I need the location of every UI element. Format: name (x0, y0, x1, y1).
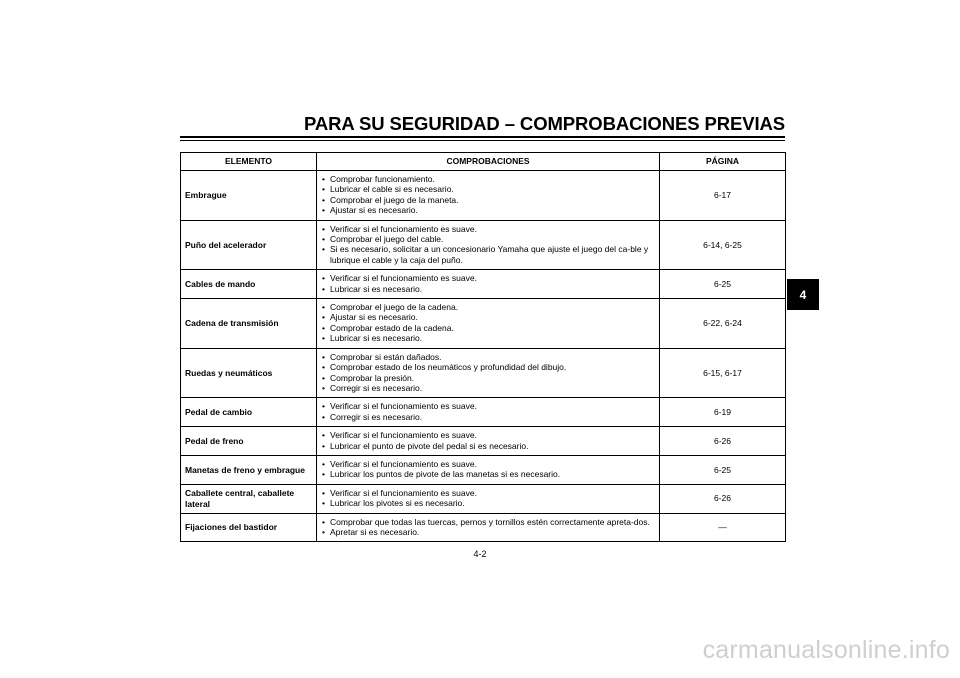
checks-table (180, 152, 786, 542)
element-cell: Cadena de transmisión (181, 299, 317, 349)
page-cell: 6-15, 6-17 (660, 348, 786, 398)
checks-list (322, 224, 655, 266)
element-cell: Pedal de cambio (181, 398, 317, 427)
checks-list (322, 517, 655, 538)
check-item: • Ajustar si es necesario. (322, 312, 655, 322)
checks-cell (317, 220, 660, 270)
check-item: • Lubricar el punto de pivote del pedal si es necesario. (322, 441, 655, 451)
table-header-row (181, 153, 786, 171)
element-cell: Puño del acelerador (181, 220, 317, 270)
page-cell: 6-26 (660, 427, 786, 456)
check-item: • Verificar si el funcionamiento es suave. (322, 224, 655, 234)
check-item: • Lubricar si es necesario. (322, 333, 655, 343)
checks-list (322, 302, 655, 344)
table-row (181, 220, 786, 270)
check-item: • Verificar si el funcionamiento es suave. (322, 459, 655, 469)
checks-cell (317, 484, 660, 513)
element-cell: Caballete central, caballete lateral (181, 484, 317, 513)
check-item: • Apretar si es necesario. (322, 527, 655, 537)
check-item: • Comprobar el juego del cable. (322, 234, 655, 244)
checks-cell (317, 171, 660, 221)
header-page: PÁGINA (660, 153, 786, 171)
check-item: • Lubricar el cable si es necesario. (322, 184, 655, 194)
watermark: carmanualsonline.info (702, 636, 950, 664)
element-cell: Ruedas y neumáticos (181, 348, 317, 398)
table-row (181, 398, 786, 427)
check-item: • Lubricar los puntos de pivote de las manetas si es necesario. (322, 469, 655, 479)
check-item: • Corregir si es necesario. (322, 383, 655, 393)
check-item: • Comprobar que todas las tuercas, pernos y tornillos estén correctamente apreta-dos. (322, 517, 655, 527)
check-item: • Comprobar el juego de la maneta. (322, 195, 655, 205)
page-title: PARA SU SEGURIDAD – COMPROBACIONES PREVIAS (304, 113, 785, 134)
section-tab: 4 (787, 279, 819, 310)
element-cell: Fijaciones del bastidor (181, 513, 317, 542)
check-item: • Lubricar si es necesario. (322, 284, 655, 294)
page-cell: 6-17 (660, 171, 786, 221)
checks-cell (317, 427, 660, 456)
check-item: • Verificar si el funcionamiento es suave. (322, 488, 655, 498)
check-item: • Verificar si el funcionamiento es suave. (322, 401, 655, 411)
page-cell: 6-22, 6-24 (660, 299, 786, 349)
check-item: • Comprobar estado de la cadena. (322, 323, 655, 333)
element-cell: Cables de mando (181, 270, 317, 299)
checks-list (322, 352, 655, 394)
checks-list (322, 401, 655, 422)
checks-list (322, 488, 655, 509)
table-row (181, 270, 786, 299)
title-rule-thin (180, 140, 785, 141)
checks-cell (317, 398, 660, 427)
checks-cell (317, 348, 660, 398)
checks-list (322, 430, 655, 451)
checks-cell (317, 455, 660, 484)
check-item: • Ajustar si es necesario. (322, 205, 655, 215)
check-item: • Comprobar funcionamiento. (322, 174, 655, 184)
page-cell: 6-19 (660, 398, 786, 427)
page-cell: 6-14, 6-25 (660, 220, 786, 270)
checks-cell (317, 299, 660, 349)
check-item: • Comprobar si están dañados. (322, 352, 655, 362)
check-item: • Si es necesario, solicitar a un concesionario Yamaha que ajuste el juego del ca-ble y lubrique el cable y la caja del puño. (322, 244, 655, 265)
table-row (181, 513, 786, 542)
check-item: • Comprobar estado de los neumáticos y profundidad del dibujo. (322, 362, 655, 372)
check-item: • Verificar si el funcionamiento es suave. (322, 273, 655, 283)
check-item: • Corregir si es necesario. (322, 412, 655, 422)
check-item: • Comprobar la presión. (322, 373, 655, 383)
header-checks: COMPROBACIONES (317, 153, 660, 171)
check-item: • Lubricar los pivotes si es necesario. (322, 498, 655, 508)
table-row (181, 427, 786, 456)
table-row (181, 484, 786, 513)
element-cell: Embrague (181, 171, 317, 221)
table-row (181, 299, 786, 349)
page-cell: — (660, 513, 786, 542)
checks-list (322, 273, 655, 294)
table-row (181, 348, 786, 398)
page-cell: 6-26 (660, 484, 786, 513)
table-row (181, 171, 786, 221)
check-item: • Verificar si el funcionamiento es suave. (322, 430, 655, 440)
checks-list (322, 459, 655, 480)
element-cell: Pedal de freno (181, 427, 317, 456)
page-number: 4-2 (473, 549, 487, 559)
table-row (181, 455, 786, 484)
title-rule-thick (180, 136, 785, 138)
header-element: ELEMENTO (181, 153, 317, 171)
page-cell: 6-25 (660, 270, 786, 299)
checks-cell (317, 513, 660, 542)
check-item: • Comprobar el juego de la cadena. (322, 302, 655, 312)
page-cell: 6-25 (660, 455, 786, 484)
checks-cell (317, 270, 660, 299)
checks-list (322, 174, 655, 216)
element-cell: Manetas de freno y embrague (181, 455, 317, 484)
